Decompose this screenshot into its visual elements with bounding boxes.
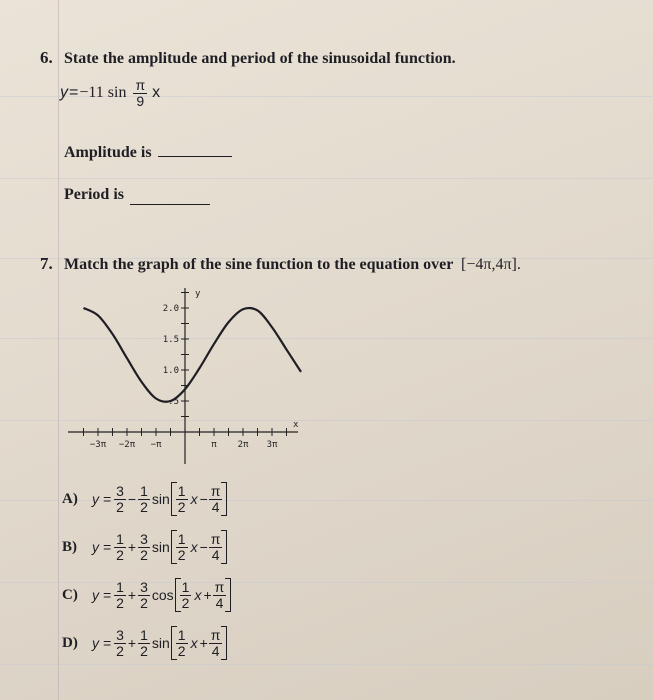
coefficient-denominator: 2 — [177, 642, 186, 659]
x-tick-label: π — [211, 440, 217, 450]
coefficient-denominator: 2 — [177, 546, 186, 563]
ruled-line — [0, 664, 653, 665]
option-label: B) — [62, 538, 77, 555]
question-7-text — [64, 256, 521, 274]
constant-denominator: 2 — [116, 546, 124, 563]
constant-denominator: 2 — [116, 642, 124, 659]
argument-variable: x — [190, 635, 198, 652]
constant-denominator: 2 — [116, 594, 124, 611]
x-tick-label: 2π — [237, 440, 249, 450]
option-argument-bracket — [171, 626, 228, 660]
fraction-numerator: π — [135, 77, 146, 93]
amplitude-answer-blank[interactable] — [158, 156, 232, 157]
question-6-text: State the amplitude and period of the sinusoidal function. — [64, 50, 456, 67]
argument-shift-fraction — [213, 580, 227, 610]
x-axis-label: x — [293, 420, 299, 430]
argument-coefficient-fraction — [176, 628, 188, 658]
sine-curve — [84, 308, 302, 402]
option-argument-bracket — [171, 530, 228, 564]
equation-lhs: y — [60, 84, 68, 102]
argument-shift-fraction — [209, 532, 223, 562]
ruled-line — [0, 178, 653, 179]
shift-denominator: 4 — [211, 498, 220, 515]
amplitude-denominator: 2 — [140, 594, 148, 611]
option-operator: + — [127, 539, 137, 556]
option-c[interactable] — [62, 578, 231, 612]
coefficient-denominator: 2 — [181, 594, 190, 611]
coefficient-denominator: 2 — [177, 498, 186, 515]
shift-denominator: 4 — [211, 546, 220, 563]
option-operator: + — [127, 587, 137, 604]
question-6-equation — [60, 78, 160, 108]
option-y-equals: y = — [92, 635, 112, 652]
option-amplitude-fraction — [138, 484, 150, 514]
constant-numerator: 3 — [116, 627, 124, 643]
option-constant-fraction — [114, 628, 126, 658]
amplitude-numerator: 3 — [140, 531, 148, 547]
option-y-equals: y = — [92, 539, 112, 556]
option-amplitude-fraction — [138, 628, 150, 658]
option-y-equals: y = — [92, 491, 112, 508]
amplitude-denominator: 2 — [140, 642, 148, 659]
argument-shift-fraction — [209, 484, 223, 514]
option-constant-fraction — [114, 532, 126, 562]
y-tick-label: 1.5 — [162, 335, 179, 345]
option-label: C) — [62, 586, 78, 603]
option-b[interactable] — [62, 530, 227, 564]
x-tick-label: −2π — [118, 440, 136, 450]
option-label: A) — [62, 490, 78, 507]
shift-denominator: 4 — [215, 594, 224, 611]
coefficient-numerator: 1 — [181, 579, 190, 595]
option-constant-fraction — [114, 484, 126, 514]
constant-numerator: 3 — [116, 483, 124, 499]
equation-coefficient: −11 sin — [79, 84, 127, 102]
amplitude-numerator: 3 — [140, 579, 148, 595]
x-tick-label: −3π — [89, 440, 107, 450]
y-tick-label: 1.0 — [162, 366, 179, 376]
option-trig-function: sin — [151, 539, 170, 556]
y-axis-label: y — [195, 289, 201, 299]
coefficient-numerator: 1 — [177, 531, 186, 547]
graph-labels — [90, 289, 299, 450]
option-amplitude-fraction — [138, 532, 150, 562]
x-tick-label: 3π — [266, 440, 278, 450]
question-6-number: 6. — [40, 48, 53, 67]
equation-fraction — [133, 78, 147, 108]
argument-operator: − — [199, 539, 208, 556]
equation-equals: = — [69, 84, 79, 102]
equation-variable: x — [152, 84, 161, 102]
y-tick-label: .5 — [168, 397, 179, 407]
coefficient-numerator: 1 — [177, 483, 186, 499]
argument-operator: + — [203, 587, 212, 604]
constant-numerator: 1 — [116, 579, 124, 595]
amplitude-numerator: 1 — [140, 627, 148, 643]
shift-numerator: π — [210, 627, 221, 643]
shift-numerator: π — [210, 483, 221, 499]
argument-shift-fraction — [209, 628, 223, 658]
argument-operator: + — [199, 635, 208, 652]
amplitude-denominator: 2 — [140, 498, 148, 515]
option-trig-function: sin — [151, 491, 170, 508]
option-argument-bracket — [171, 482, 228, 516]
notebook-margin-line — [58, 0, 59, 700]
amplitude-denominator: 2 — [140, 546, 148, 563]
argument-coefficient-fraction — [180, 580, 192, 610]
shift-numerator: π — [210, 531, 221, 547]
amplitude-numerator: 1 — [140, 483, 148, 499]
option-trig-function: cos — [151, 587, 174, 604]
period-answer-blank[interactable] — [130, 204, 210, 205]
x-tick-label: −π — [150, 440, 162, 450]
argument-variable: x — [194, 587, 202, 604]
option-a[interactable] — [62, 482, 227, 516]
argument-variable: x — [190, 539, 198, 556]
option-argument-bracket — [175, 578, 232, 612]
shift-numerator: π — [214, 579, 225, 595]
argument-coefficient-fraction — [176, 532, 188, 562]
period-line — [64, 186, 210, 204]
option-label: D) — [62, 634, 78, 651]
argument-operator: − — [199, 491, 208, 508]
constant-numerator: 1 — [116, 531, 124, 547]
graph-axes — [68, 288, 298, 464]
fraction-denominator: 9 — [136, 92, 145, 109]
constant-denominator: 2 — [116, 498, 124, 515]
amplitude-line — [64, 144, 232, 162]
option-trig-function: sin — [151, 635, 170, 652]
period-label: Period is — [64, 186, 124, 203]
shift-denominator: 4 — [211, 642, 220, 659]
argument-coefficient-fraction — [176, 484, 188, 514]
y-tick-label: 2.0 — [162, 304, 179, 314]
coefficient-numerator: 1 — [177, 627, 186, 643]
option-y-equals: y = — [92, 587, 112, 604]
option-constant-fraction — [114, 580, 126, 610]
sine-graph — [60, 282, 310, 468]
option-amplitude-fraction — [138, 580, 150, 610]
option-operator: − — [127, 491, 137, 508]
option-d[interactable] — [62, 626, 227, 660]
question-7-interval: [−4π,4π]. — [461, 256, 521, 273]
question-7-prompt: Match the graph of the sine function to the equation over — [64, 256, 454, 273]
amplitude-label: Amplitude is — [64, 144, 152, 161]
question-7-number: 7. — [40, 254, 53, 273]
argument-variable: x — [190, 491, 198, 508]
option-operator: + — [127, 635, 137, 652]
